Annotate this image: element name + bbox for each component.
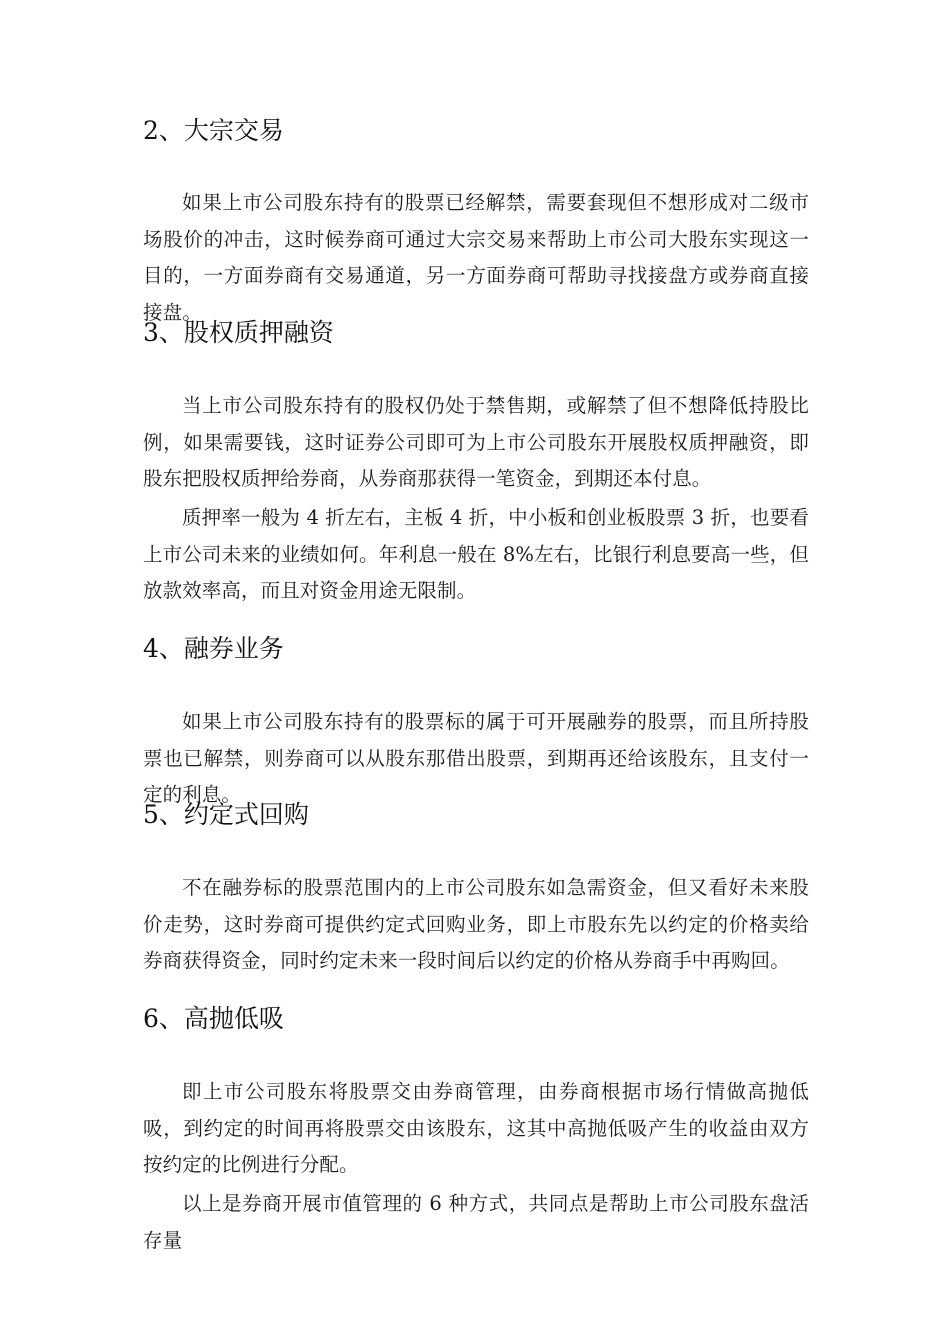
section-4-paragraph-1: 如果上市公司股东持有的股票标的属于可开展融券的股票，而且所持股票也已解禁，则券商可以从股东那借出股票，到期再还给该股东，且支付一定的利息。: [143, 710, 809, 806]
section-heading-3: 3、股权质押融资: [143, 318, 334, 347]
section-3-paragraph-1: 当上市公司股东持有的股权仍处于禁售期，或解禁了但不想降低持股比例，如果需要钱，这时证券公司即可为上市公司股东开展股权质押融资，即股东把股权质押给券商，从券商那获得一笔资金，到期还本付息。: [143, 394, 809, 490]
section-5-paragraph-1: 不在融券标的股票范围内的上市公司股东如急需资金，但又看好未来股价走势，这时券商可提供约定式回购业务，即上市股东先以约定的价格卖给券商获得资金，同时约定未来一段时间后以约定的价格从券商手中再购回。: [143, 876, 809, 972]
section-heading-5: 5、约定式回购: [143, 800, 309, 829]
section-heading-2: 2、大宗交易: [143, 116, 284, 145]
section-2-paragraph-1: 如果上市公司股东持有的股票已经解禁，需要套现但不想形成对二级市场股价的冲击，这时候券商可通过大宗交易来帮助上市公司大股东实现这一目的，一方面券商有交易通道，另一方面券商可帮助寻找接盘方或券商直接接盘。: [143, 191, 809, 324]
section-6-paragraph-1: 即上市公司股东将股票交由券商管理，由券商根据市场行情做高抛低吸，到约定的时间再将股票交由该股东，这其中高抛低吸产生的收益由双方按约定的比例进行分配。: [143, 1080, 809, 1176]
section-3-paragraph-2: 质押率一般为 4 折左右，主板 4 折，中小板和创业板股票 3 折，也要看上市公司未来的业绩如何。年利息一般在 8%左右，比银行利息要高一些，但放款效率高，而且对资金用途无限制。: [143, 506, 809, 602]
section-6-paragraph-2: 以上是券商开展市值管理的 6 种方式，共同点是帮助上市公司股东盘活存量: [143, 1192, 809, 1252]
section-heading-4: 4、融券业务: [143, 634, 284, 663]
section-heading-6: 6、高抛低吸: [143, 1004, 284, 1033]
